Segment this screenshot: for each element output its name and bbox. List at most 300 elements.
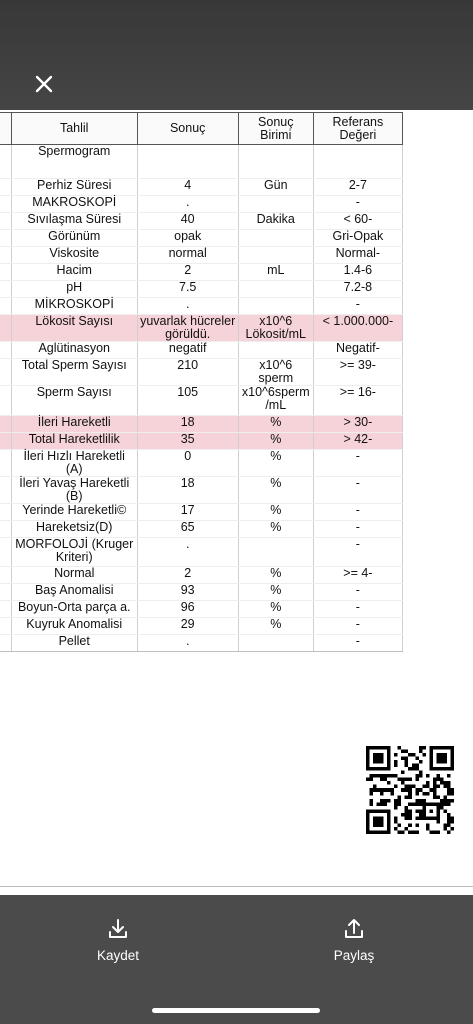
qr-module [398,823,402,827]
table-row [0,315,403,342]
qr-module [398,746,402,750]
qr-module [394,816,398,820]
unit-cell [238,298,313,315]
qr-module [398,778,402,782]
test-name-cell: İleri Hızlı Hareketli (A) [11,450,137,477]
qr-module [394,827,398,831]
qr-module [450,816,454,820]
table-row [0,433,403,450]
date-cell [0,601,11,618]
test-name-cell: pH [11,281,137,298]
date-cell [0,281,11,298]
header-test: Tahlil [11,113,137,145]
result-cell: 96 [137,601,238,618]
close-icon [30,70,58,98]
test-name-cell: Hareketsiz(D) [11,521,137,538]
table-row [0,450,403,477]
test-name-cell: Sıvılaşma Süresi [11,213,137,230]
qr-module [415,816,419,820]
unit-cell [238,635,313,652]
qr-module [447,788,451,792]
qr-module [415,767,419,771]
time-line [0,158,9,171]
reference-cell: - [313,601,402,618]
page-divider [0,886,473,887]
header-date [0,113,11,145]
qr-module [398,795,402,799]
qr-module [394,774,398,778]
test-name-cell: Yerinde Hareketli© [11,504,137,521]
test-name-cell: Kuyruk Anomalisi [11,618,137,635]
qr-module [447,813,451,817]
date-line [0,145,9,158]
reference-cell: >= 16- [313,386,402,416]
test-name-cell: Baş Anomalisi [11,584,137,601]
test-name-cell: Hacim [11,264,137,281]
qr-module [370,802,374,806]
qr-module [391,774,395,778]
date-cell [0,433,11,450]
qr-module [419,750,423,754]
table-row [0,196,403,213]
table-row [0,230,403,247]
result-cell: 35 [137,433,238,450]
qr-module [384,799,388,803]
qr-module [380,802,384,806]
qr-module [447,820,451,824]
unit-cell [238,230,313,247]
qr-module [405,785,409,789]
reference-cell: >= 4- [313,567,402,584]
qr-module [384,778,388,782]
qr-module [436,774,440,778]
qr-module [408,792,412,796]
qr-module [426,774,430,778]
qr-module [394,802,398,806]
qr-module [412,802,416,806]
qr-module [408,753,412,757]
reference-cell: - [313,635,402,652]
qr-module [450,820,454,824]
reference-cell: < 1.000.000- [313,315,402,342]
qr-module [440,806,444,810]
qr-module [447,816,451,820]
qr-module [426,827,430,831]
date-cell [0,315,11,342]
qr-module [419,816,423,820]
qr-module [387,781,391,785]
qr-module [370,799,374,803]
reference-cell: - [313,298,402,315]
reference-cell: Negatif- [313,342,402,359]
qr-module [436,785,440,789]
unit-cell: Gün [238,179,313,196]
date-cell [0,247,11,264]
unit-cell: % [238,567,313,584]
unit-cell: Dakika [238,213,313,230]
date-cell [0,618,11,635]
qr-module [408,830,412,834]
qr-module [380,778,384,782]
viewer-top-area [0,0,473,110]
qr-module [426,785,430,789]
test-name-cell: MİKROSKOPİ [11,298,137,315]
reference-cell: - [313,521,402,538]
qr-module [440,799,444,803]
qr-module [370,788,374,792]
test-name-cell: Boyun-Orta parça a. [11,601,137,618]
result-cell: . [137,298,238,315]
qr-module [398,830,402,834]
unit-cell [238,538,313,567]
table-row [0,601,403,618]
qr-module [408,788,412,792]
test-name-cell: Lökosit Sayısı [11,315,137,342]
qr-module [373,816,384,827]
table-row [0,477,403,504]
unit-cell: % [238,433,313,450]
unit-cell [238,196,313,213]
result-cell: 7.5 [137,281,238,298]
qr-module [447,781,451,785]
qr-module [450,827,454,831]
download-icon [106,917,130,941]
table-row [0,281,403,298]
qr-module [405,778,409,782]
qr-module [415,788,419,792]
reference-cell: < 60- [313,213,402,230]
result-cell: negatif [137,342,238,359]
table-header-row [0,113,403,145]
qr-module [394,785,398,789]
result-cell: . [137,196,238,213]
result-cell: 2 [137,567,238,584]
unit-cell: % [238,504,313,521]
date-cell [0,342,11,359]
qr-module [405,827,409,831]
qr-code-icon [366,746,454,834]
qr-module [419,802,423,806]
table-row [0,359,403,386]
share-button[interactable] [294,917,414,965]
result-cell: 18 [137,477,238,504]
save-label: Kaydet [96,948,140,963]
result-cell: 0 [137,450,238,477]
qr-module [415,799,419,803]
table-row [0,386,403,416]
qr-module [447,830,451,834]
test-name-cell: MAKROSKOPİ [11,196,137,213]
qr-module [422,785,426,789]
qr-module [440,781,444,785]
unit-cell: % [238,601,313,618]
unit-cell: x10^6 Lökosit/mL [238,315,313,342]
qr-module [415,802,419,806]
reference-cell: 1.4-6 [313,264,402,281]
test-name-cell: İleri Hareketli [11,416,137,433]
bottom-action-bar [0,895,473,1024]
qr-module [415,774,419,778]
qr-module [412,753,416,757]
qr-module [426,781,430,785]
result-cell: . [137,538,238,567]
qr-module [412,767,416,771]
qr-module [436,795,440,799]
qr-module [408,823,412,827]
share-icon [342,917,366,941]
header-unit: Sonuç Birimi [238,113,313,145]
qr-module [408,809,412,813]
qr-module [436,753,447,764]
qr-module [429,788,433,792]
unit-cell: % [238,618,313,635]
result-cell: 29 [137,618,238,635]
qr-module [422,792,426,796]
date-cell [0,264,11,281]
qr-module [373,788,377,792]
qr-module [380,774,384,778]
qr-module [412,830,416,834]
date-cell [0,584,11,601]
date-cell [0,196,11,213]
test-name-cell: İleri Yavaş Hareketli (B) [11,477,137,504]
result-cell: 2 [137,264,238,281]
qr-module [419,788,423,792]
qr-module [405,764,409,768]
qr-module [436,820,440,824]
qr-module [387,799,391,803]
qr-module [366,778,370,782]
qr-module [419,760,423,764]
date-cell [0,416,11,433]
qr-module [429,809,433,813]
qr-module [422,799,426,803]
date-cell [0,179,11,196]
qr-module [443,785,447,789]
reference-cell: - [313,618,402,635]
qr-module [447,799,451,803]
qr-module [384,802,388,806]
unit-cell [238,281,313,298]
qr-module [394,820,398,824]
reference-cell: > 30- [313,416,402,433]
qr-module [380,788,384,792]
result-cell: yuvarlak hücreler görüldü. [137,315,238,342]
qr-module [380,799,384,803]
qr-module [394,799,398,803]
qr-module [426,792,430,796]
qr-module [433,788,437,792]
date-cell [0,567,11,584]
qr-module [401,788,405,792]
qr-module [401,813,405,817]
qr-module [443,827,447,831]
table-row [0,567,403,584]
unit-cell: % [238,477,313,504]
qr-module [401,771,405,775]
qr-module [429,830,433,834]
qr-module [408,785,412,789]
test-name-cell: Görünüm [11,230,137,247]
date-cell [0,635,11,652]
unit-cell [238,145,313,179]
qr-module [408,795,412,799]
qr-module [447,774,451,778]
qr-module [401,750,405,754]
result-cell: 4 [137,179,238,196]
qr-module [405,757,409,761]
unit-cell: % [238,416,313,433]
table-row [0,416,403,433]
table-row [0,635,403,652]
qr-module [443,795,447,799]
test-name-cell: Sperm Sayısı [11,386,137,416]
qr-module [391,788,395,792]
qr-module [419,813,423,817]
unit-cell: x10^6sperm /mL [238,386,313,416]
date-cell [0,213,11,230]
qr-module [405,750,409,754]
reference-cell: 7.2-8 [313,281,402,298]
date-cell [0,145,11,179]
table-row [0,521,403,538]
qr-module [433,830,437,834]
result-cell: 40 [137,213,238,230]
reference-cell: >= 39- [313,359,402,386]
test-name-cell: Aglütinasyon [11,342,137,359]
test-name-cell: MORFOLOJİ (Kruger Kriteri) [11,538,137,567]
qr-module [405,760,409,764]
qr-module [401,830,405,834]
result-cell: normal [137,247,238,264]
qr-module [401,778,405,782]
qr-module [443,809,447,813]
qr-module [433,795,437,799]
unit-cell: x10^6 sperm [238,359,313,386]
unit-cell [238,342,313,359]
lab-results-table [0,112,403,652]
qr-module [443,802,447,806]
qr-module [408,767,412,771]
unit-cell: % [238,450,313,477]
qr-module [370,792,374,796]
qr-module [419,771,423,775]
result-cell [137,145,238,179]
reference-cell: - [313,477,402,504]
date-cell [0,477,11,504]
qr-module [377,774,381,778]
close-button[interactable] [30,70,58,98]
qr-module [447,823,451,827]
qr-module [370,778,374,782]
qr-module [415,809,419,813]
date-cell [0,450,11,477]
qr-module [377,802,381,806]
qr-module [405,795,409,799]
save-button[interactable] [58,917,178,965]
table-row [0,618,403,635]
test-name-cell: Total Hareketlilik [11,433,137,450]
qr-module [401,757,405,761]
date-cell [0,538,11,567]
qr-module [398,802,402,806]
table-body [0,145,403,652]
qr-module [433,778,437,782]
date-cell [0,230,11,247]
table-row [0,145,403,179]
qr-module [412,785,416,789]
result-cell: 18 [137,416,238,433]
date-cell [0,386,11,416]
result-cell: 210 [137,359,238,386]
home-indicator[interactable] [152,1008,320,1013]
unit-cell [238,247,313,264]
qr-module [419,799,423,803]
qr-module [415,778,419,782]
qr-module [408,813,412,817]
qr-module [433,781,437,785]
table-row [0,298,403,315]
qr-module [447,785,451,789]
qr-module [433,785,437,789]
qr-module [415,764,419,768]
qr-module [440,802,444,806]
test-name-cell: Viskosite [11,247,137,264]
qr-module [373,753,384,764]
qr-module [422,753,426,757]
qr-module [443,781,447,785]
qr-module [447,802,451,806]
table-row [0,342,403,359]
reference-cell: Normal- [313,247,402,264]
qr-module [377,788,381,792]
qr-module [394,806,398,810]
qr-module [384,774,388,778]
qr-module [415,823,419,827]
result-cell: opak [137,230,238,247]
unit-cell: mL [238,264,313,281]
qr-module [370,774,374,778]
qr-module [415,830,419,834]
table-row [0,538,403,567]
qr-module [412,764,416,768]
date-cell [0,504,11,521]
qr-module [419,774,423,778]
qr-module [443,823,447,827]
share-label: Paylaş [333,948,375,963]
qr-module [443,799,447,803]
qr-module [405,813,409,817]
date-cell [0,521,11,538]
qr-module [408,802,412,806]
qr-module [394,760,398,764]
qr-module [447,792,451,796]
date-cell [0,298,11,315]
test-name-cell: Normal [11,567,137,584]
qr-module [426,823,430,827]
table-row [0,264,403,281]
qr-module [450,792,454,796]
header-reference: Referans Değeri [313,113,402,145]
qr-module [408,778,412,782]
qr-module [380,792,384,796]
table-row [0,179,403,196]
result-cell: . [137,635,238,652]
qr-module [373,785,377,789]
test-name-cell: Total Sperm Sayısı [11,359,137,386]
qr-module [401,781,405,785]
reference-cell [313,145,402,179]
